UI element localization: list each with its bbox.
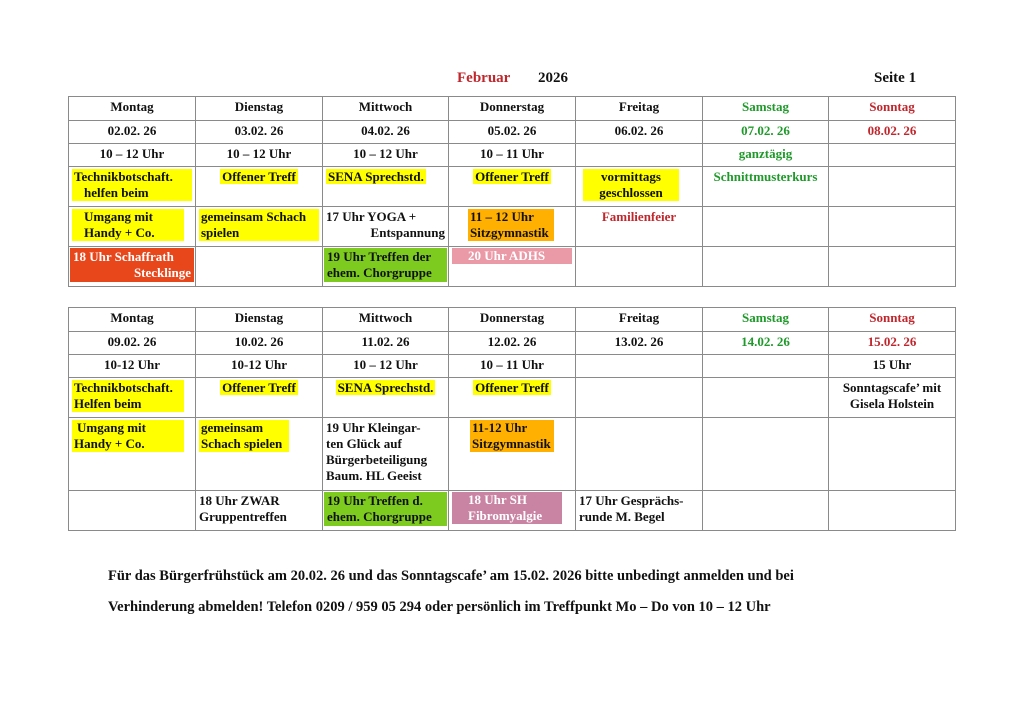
date-cell: 07.02. 26 xyxy=(703,121,829,144)
weekday-label: Mittwoch xyxy=(323,97,449,121)
event-line: Sitzgymnastik xyxy=(472,436,551,451)
weekday-label: Donnerstag xyxy=(449,308,576,332)
date-row xyxy=(69,332,956,355)
event-line: Handy + Co. xyxy=(74,436,145,451)
time-cell: 10 – 11 Uhr xyxy=(449,144,576,167)
event-cell xyxy=(323,167,449,207)
time-cell: 10-12 Uhr xyxy=(69,355,196,378)
event-row-a xyxy=(69,378,956,418)
event-cell xyxy=(829,247,956,287)
time-row xyxy=(69,144,956,167)
event-line: Umgang mit xyxy=(84,209,153,224)
event-technikbotschafter xyxy=(72,380,184,412)
event-line: Stecklinge xyxy=(133,265,191,280)
event-chorgruppe xyxy=(324,492,447,526)
event-cell xyxy=(829,167,956,207)
date-cell: 06.02. 26 xyxy=(576,121,703,144)
event-cell xyxy=(449,207,576,247)
event-line: gemeinsam xyxy=(201,420,264,435)
event-line: Umgang mit xyxy=(77,420,146,435)
date-cell: 10.02. 26 xyxy=(196,332,323,355)
event-handy-kurs xyxy=(72,420,184,452)
event-cell xyxy=(703,491,829,531)
event-line: spielen xyxy=(201,225,240,240)
event-line: 19 Uhr Treffen d. xyxy=(327,493,423,508)
event-cell xyxy=(703,378,829,418)
time-cell: 10 – 12 Uhr xyxy=(69,144,196,167)
event-cell xyxy=(323,491,449,531)
event-line: ehem. Chorgruppe xyxy=(327,509,432,524)
event-cell xyxy=(449,247,576,287)
time-cell xyxy=(703,355,829,378)
event-cell xyxy=(829,418,956,491)
event-zwar xyxy=(196,491,323,531)
time-cell: 10-12 Uhr xyxy=(196,355,323,378)
weekday-header-row xyxy=(69,97,956,121)
event-line: Schach spielen xyxy=(201,436,283,451)
event-sonntagscafe xyxy=(829,378,956,418)
event-cell xyxy=(449,378,576,418)
time-cell xyxy=(576,144,703,167)
event-adhs: 20 Uhr ADHS xyxy=(452,248,572,264)
event-row-b xyxy=(69,207,956,247)
event-line: Entspannung xyxy=(370,225,445,240)
time-cell xyxy=(829,144,956,167)
event-cell xyxy=(449,491,576,531)
footer-notice-line-1: Für das Bürgerfrühstück am 20.02. 26 und das Sonntagscafe’ am 15.02. 2026 bitte unbedingt anmelden und bei xyxy=(108,568,794,584)
date-cell: 14.02. 26 xyxy=(703,332,829,355)
event-offener-treff: Offener Treff xyxy=(222,380,296,395)
event-cell xyxy=(196,167,323,207)
event-gespraechsrunde xyxy=(576,491,703,531)
event-cell xyxy=(69,167,196,207)
date-cell: 02.02. 26 xyxy=(69,121,196,144)
page-header xyxy=(0,70,1024,90)
event-line: ten Glück auf xyxy=(326,436,402,451)
weekday-label: Sonntag xyxy=(829,308,956,332)
time-cell: 10 – 11 Uhr xyxy=(449,355,576,378)
weekday-label: Mittwoch xyxy=(323,308,449,332)
event-line: Bürgerbeteiligung xyxy=(326,452,428,467)
week-1-calendar xyxy=(68,96,956,287)
weekday-label: Montag xyxy=(69,308,196,332)
event-cell xyxy=(829,491,956,531)
event-sena-sprechstunde: SENA Sprechstd. xyxy=(328,169,424,184)
event-cell xyxy=(449,167,576,207)
event-kleingarten xyxy=(323,418,449,491)
event-line: vormittags xyxy=(601,169,661,184)
weekday-label: Freitag xyxy=(576,308,703,332)
date-cell: 12.02. 26 xyxy=(449,332,576,355)
event-line: 18 Uhr SH xyxy=(468,492,527,507)
event-line: Gruppentreffen xyxy=(199,509,287,524)
event-cell xyxy=(703,418,829,491)
event-line: 11-12 Uhr xyxy=(472,420,528,435)
event-line: gemeinsam Schach xyxy=(201,209,307,224)
event-line: Sonntagscafe’ mit xyxy=(842,380,942,395)
event-line: 17 Uhr YOGA + xyxy=(326,209,417,224)
event-line: runde M. Begel xyxy=(579,509,665,524)
time-cell: 10 – 12 Uhr xyxy=(323,144,449,167)
event-line: 18 Uhr Schaffrath xyxy=(73,249,174,264)
event-line: Handy + Co. xyxy=(84,225,155,240)
date-cell: 08.02. 26 xyxy=(829,121,956,144)
event-geschlossen xyxy=(583,169,679,201)
weekday-label: Samstag xyxy=(703,97,829,121)
event-cell xyxy=(69,491,196,531)
weekday-header-row xyxy=(69,308,956,332)
event-line: Helfen beim xyxy=(74,396,142,411)
event-schnittmusterkurs: Schnittmusterkurs xyxy=(703,167,829,207)
event-technikbotschafter xyxy=(72,169,192,201)
event-line: Technikbotschaft. xyxy=(74,169,173,184)
event-cell xyxy=(196,247,323,287)
event-row-c xyxy=(69,247,956,287)
event-cell xyxy=(69,207,196,247)
date-cell: 13.02. 26 xyxy=(576,332,703,355)
date-cell: 15.02. 26 xyxy=(829,332,956,355)
event-sena-sprechstunde: SENA Sprechstd. xyxy=(337,380,434,395)
event-row-a xyxy=(69,167,956,207)
event-offener-treff: Offener Treff xyxy=(475,169,549,184)
event-cell xyxy=(703,207,829,247)
event-line: Gisela Holstein xyxy=(849,396,935,411)
event-cell xyxy=(576,378,703,418)
event-cell xyxy=(69,378,196,418)
year-title: 2026 xyxy=(538,70,568,86)
event-chorgruppe xyxy=(324,248,447,282)
footer-notice-line-2: Verhinderung abmelden! Telefon 0209 / 959 05 294 oder persönlich im Treffpunkt Mo – Do von 10 – 12 Uhr xyxy=(108,599,771,615)
page-number: Seite 1 xyxy=(874,70,917,86)
event-line: 17 Uhr Gesprächs- xyxy=(579,493,684,508)
time-cell: 10 – 12 Uhr xyxy=(196,144,323,167)
time-row xyxy=(69,355,956,378)
event-sitzgymnastik xyxy=(468,209,554,241)
weekday-label: Freitag xyxy=(576,97,703,121)
weekday-label: Samstag xyxy=(703,308,829,332)
event-cell xyxy=(323,378,449,418)
event-cell xyxy=(196,378,323,418)
event-fibromyalgie xyxy=(452,492,562,524)
time-cell: 15 Uhr xyxy=(829,355,956,378)
weekday-label: Sonntag xyxy=(829,97,956,121)
event-cell xyxy=(703,247,829,287)
event-line: ehem. Chorgruppe xyxy=(327,265,432,280)
event-schach xyxy=(199,420,289,452)
event-line: 18 Uhr ZWAR xyxy=(199,493,280,508)
event-cell xyxy=(323,247,449,287)
time-cell: 10 – 12 Uhr xyxy=(323,355,449,378)
event-cell xyxy=(576,418,703,491)
event-schach xyxy=(199,209,319,241)
event-row-b xyxy=(69,418,956,491)
event-cell xyxy=(576,247,703,287)
event-offener-treff: Offener Treff xyxy=(475,380,549,395)
event-cell xyxy=(576,167,703,207)
date-cell: 09.02. 26 xyxy=(69,332,196,355)
event-cell xyxy=(196,207,323,247)
event-line: 11 – 12 Uhr xyxy=(470,209,534,224)
date-cell: 05.02. 26 xyxy=(449,121,576,144)
event-offener-treff: Offener Treff xyxy=(222,169,296,184)
weekday-label: Donnerstag xyxy=(449,97,576,121)
event-line: Sitzgymnastik xyxy=(470,225,549,240)
event-cell xyxy=(449,418,576,491)
event-row-c xyxy=(69,491,956,531)
event-line: Baum. HL Geeist xyxy=(326,468,422,483)
event-cell xyxy=(829,207,956,247)
event-sitzgymnastik xyxy=(470,420,554,452)
event-line: geschlossen xyxy=(599,185,663,200)
week-2-calendar xyxy=(68,307,956,531)
date-cell: 04.02. 26 xyxy=(323,121,449,144)
event-handy-kurs xyxy=(72,209,184,241)
weekday-label: Dienstag xyxy=(196,97,323,121)
event-line: 19 Uhr Kleingar- xyxy=(326,420,421,435)
date-cell: 11.02. 26 xyxy=(323,332,449,355)
event-cell xyxy=(196,418,323,491)
event-cell xyxy=(69,247,196,287)
event-yoga xyxy=(323,207,449,247)
event-cell xyxy=(69,418,196,491)
event-line: 19 Uhr Treffen der xyxy=(327,249,432,264)
time-cell: ganztägig xyxy=(703,144,829,167)
time-cell xyxy=(576,355,703,378)
weekday-label: Montag xyxy=(69,97,196,121)
weekday-label: Dienstag xyxy=(196,308,323,332)
event-line: Fibromyalgie xyxy=(468,508,543,523)
month-title: Februar xyxy=(457,70,511,86)
date-row xyxy=(69,121,956,144)
event-line: Technikbotschaft. xyxy=(74,380,173,395)
event-familienfeier: Familienfeier xyxy=(576,207,703,247)
event-line: helfen beim xyxy=(84,185,149,200)
date-cell: 03.02. 26 xyxy=(196,121,323,144)
event-schaffrath-stecklinge xyxy=(70,248,194,282)
